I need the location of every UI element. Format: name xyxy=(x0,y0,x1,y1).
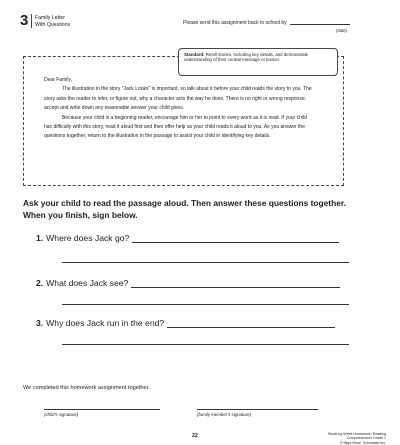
credit-line-2: © Mary Rose, Scholastic Inc. xyxy=(339,440,386,445)
letter-paragraph-2: Because your child is a beginning reader, encourage him or her to point to every word as it is read. If your child has difficulty with this story, read it aloud first and then offer help as your child reads it aloud to you. As you answer the questions together, return to the illustration in the passage to assist your child in identifying key details. xyxy=(44,114,307,140)
question-number: 3. xyxy=(36,318,44,328)
credit-line xyxy=(316,432,386,445)
date-caption: (date) xyxy=(336,28,347,33)
question-text: Why does Jack run in the end? xyxy=(46,318,165,328)
question-text: What does Jack see? xyxy=(46,278,129,288)
family-signature-line[interactable] xyxy=(197,409,318,410)
question-2 xyxy=(36,278,340,288)
question-number: 2. xyxy=(36,278,44,288)
answer-line-1a[interactable] xyxy=(132,233,339,243)
page-number: 22 xyxy=(192,433,198,439)
instructions: Ask your child to read the passage aloud. Then answer these questions together. When you finish, sign below. xyxy=(23,198,346,220)
lesson-number: 3 xyxy=(20,12,29,29)
credit-line-1: Week-by-Week Homework: Reading Comprehension Grade 1 xyxy=(328,432,386,441)
answer-line-3b[interactable] xyxy=(62,344,349,345)
question-1 xyxy=(36,233,339,243)
answer-line-3a[interactable] xyxy=(167,318,335,328)
question-3 xyxy=(36,318,335,328)
family-signature-caption: (family member's signature) xyxy=(197,412,252,417)
child-signature-line[interactable] xyxy=(44,409,160,410)
lesson-title-line2: With Questions xyxy=(35,21,71,28)
due-date-line[interactable] xyxy=(290,24,350,25)
send-back-instruction xyxy=(183,20,350,26)
answer-line-2a[interactable] xyxy=(131,278,340,288)
answer-line-2b[interactable] xyxy=(62,304,349,305)
standard-box xyxy=(178,48,338,76)
lesson-title-line1: Family Letter xyxy=(35,15,65,21)
family-letter xyxy=(44,76,316,142)
header-divider xyxy=(31,14,32,28)
standard-text: Retell stories, including key details, and demonstrate understanding of their central message or lesson. xyxy=(184,52,309,63)
child-signature-caption: (child's signature) xyxy=(44,412,79,417)
question-text: Where does Jack go? xyxy=(46,233,130,243)
lesson-title xyxy=(35,15,70,28)
answer-line-1b[interactable] xyxy=(62,262,349,263)
send-back-text: Please send this assignment back to school by xyxy=(183,20,287,26)
question-number: 1. xyxy=(36,233,44,243)
completed-statement: We completed this homework assignment together. xyxy=(23,385,150,391)
standard-label: Standard: xyxy=(184,52,205,57)
letter-paragraph-1: The illustration in the story "Jack Looks" is important, so talk about it before your child reads the story to you. The story asks the reader to infer, or figure out, why a character acts the way he does. There is no right or wrong response; accept and write down any reasonable answer your child gives. xyxy=(44,86,312,112)
letter-salutation: Dear Family, xyxy=(44,77,72,83)
